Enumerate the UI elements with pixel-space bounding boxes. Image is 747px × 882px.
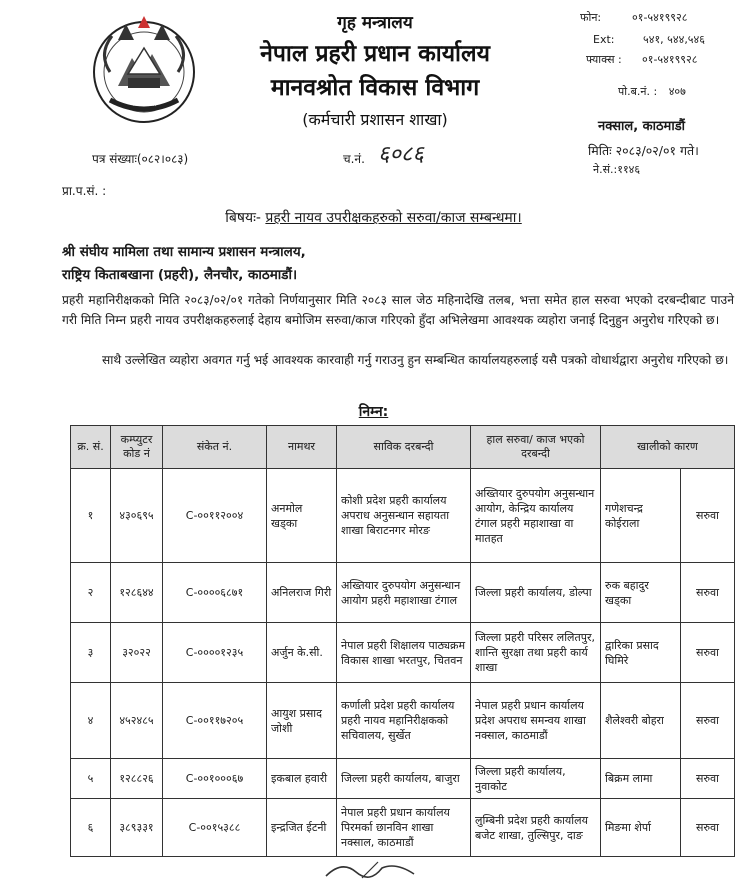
office-name: नेपाल प्रहरी प्रधान कार्यालय: [260, 41, 490, 67]
cell-sn: १: [71, 469, 111, 563]
cell-sn: २: [71, 563, 111, 623]
table-header-row: [71, 426, 735, 469]
cell-symbol: C-००००१२३५: [163, 623, 267, 683]
ext-line: [593, 32, 705, 47]
cell-previous: कोशी प्रदेश प्रहरी कार्यालय अपराध अनुसन्धान सहायता शाखा बिराटनगर मोरङ: [337, 469, 471, 563]
cell-name: अर्जुन के.सी.: [267, 623, 337, 683]
cell-current: नेपाल प्रहरी प्रधान कार्यालय प्रदेश अपराध समन्वय शाखा नक्साल, काठमाडौं: [471, 683, 601, 759]
department-name: मानवश्रोत विकास विभाग: [270, 75, 480, 101]
cell-name: अनमोल खड्का: [267, 469, 337, 563]
cell-previous: कर्णाली प्रदेश प्रहरी कार्यालय प्रहरी नायव महानिरीक्षकको सचिवालय, सुर्खेत: [337, 683, 471, 759]
cell-reason: सरुवा: [681, 759, 735, 799]
cell-symbol: C-००१५३८८: [163, 799, 267, 857]
cell-person: बिक्रम लामा: [601, 759, 681, 799]
cell-current: जिल्ला प्रहरी कार्यालय, नुवाकोट: [471, 759, 601, 799]
cell-reason: सरुवा: [681, 623, 735, 683]
cell-reason: सरुवा: [681, 799, 735, 857]
header-sn: क्र. सं.: [71, 426, 111, 469]
fax-value: ०१-५४१९९२८: [642, 53, 698, 66]
emblem-text: नेपाल सरकार: [131, 102, 157, 108]
addressee-line-2: राष्ट्रिय किताबखाना (प्रहरी), लैनचौर, काठमाडौं।: [62, 267, 298, 283]
letter-subject: [0, 208, 747, 227]
subject-text: प्रहरी नायव उपरीक्षकहरुको सरुवा/काज सम्बन्धमा।: [265, 210, 522, 226]
header-name: नामथर: [267, 426, 337, 469]
ministry-name: गृह मन्त्रालय: [337, 13, 413, 33]
cell-current: अख्तियार दुरुपयोग अनुसन्धान आयोग, केन्द्रिय कार्यालय टंगाल प्रहरी महाशाखा वा मातहत: [471, 469, 601, 563]
cell-symbol: C-००११७२०५: [163, 683, 267, 759]
body-paragraph-1: प्रहरी महानिरीक्षकको मिति २०८३/०२/०१ गतेको निर्णयानुसार मिति २०८३ साल जेठ महिनादेखि तलब, भत्ता समेत हाल सरुवा भएको दरबन्दीबाट पाउने गरी मिति निम्न प्रहरी नायव उपरीक्षकहरुलाई देहाय बमोजिम सरुवा/काज गरिएको हुँदा अभिलेखमा आवश्यक व्यहोरा जनाई दिनुहुन अनुरोध गरिएको छ।: [62, 293, 734, 327]
pobox-value: ४०७: [668, 85, 686, 98]
transfer-table: [70, 425, 735, 857]
fax-label: फ्याक्स :: [586, 53, 622, 66]
cell-sn: ४: [71, 683, 111, 759]
cell-reason: सरुवा: [681, 469, 735, 563]
subject-label: बिषयः-: [225, 210, 261, 226]
cell-code: ३८९३३१: [111, 799, 163, 857]
fax-line: [586, 52, 697, 67]
table-row: [71, 799, 735, 857]
ext-label: Ext:: [593, 33, 615, 46]
nepal-samvat-date: ने.सं.:११४६: [593, 163, 641, 176]
cell-reason: सरुवा: [681, 563, 735, 623]
dispatch-label: च.नं.: [343, 152, 365, 166]
table-row: [71, 623, 735, 683]
signature-mark: [322, 856, 422, 882]
cell-previous: जिल्ला प्रहरी कार्यालय, बाजुरा: [337, 759, 471, 799]
phone-line: [580, 10, 687, 25]
cell-symbol: C-००१०००६७: [163, 759, 267, 799]
cell-code: ३२०२२: [111, 623, 163, 683]
phone-value: ०१-५४१९९२८: [632, 11, 688, 24]
cell-sn: ५: [71, 759, 111, 799]
cell-name: इन्द्रजित ईटनी: [267, 799, 337, 857]
cell-person: शैलेश्वरी बोहरा: [601, 683, 681, 759]
cell-code: १२८८२६: [111, 759, 163, 799]
table-row: [71, 469, 735, 563]
cell-sn: ३: [71, 623, 111, 683]
cell-current: लुम्बिनी प्रदेश प्रहरी कार्यालय बजेट शाखा, तुल्सिपुर, दाङ: [471, 799, 601, 857]
cell-previous: नेपाल प्रहरी प्रधान कार्यालय पिरमर्का छानविन शाखा नक्साल, काठमाडौं: [337, 799, 471, 857]
government-emblem-icon: [88, 14, 200, 126]
cell-current: जिल्ला प्रहरी कार्यालय, डोल्पा: [471, 563, 601, 623]
cell-name: अनिलराज गिरी: [267, 563, 337, 623]
cell-code: १२८६४४: [111, 563, 163, 623]
cell-symbol: C-००११२००४: [163, 469, 267, 563]
cell-person: गणेशचन्द्र कोईराला: [601, 469, 681, 563]
cell-code: ४५२४८५: [111, 683, 163, 759]
letter-number: पत्र संख्याः(०८२।०८३): [92, 152, 189, 166]
cell-name: आयुश प्रसाद जोशी: [267, 683, 337, 759]
table-row: [71, 759, 735, 799]
cell-reason: सरुवा: [681, 683, 735, 759]
letter-date: मितिः २०८३/०२/०१ गते।: [588, 143, 699, 158]
cell-person: द्वारिका प्रसाद घिमिरे: [601, 623, 681, 683]
cell-previous: अख्तियार दुरुपयोग अनुसन्धान आयोग प्रहरी महाशाखा टंगाल: [337, 563, 471, 623]
office-location: नक्साल, काठमाडौं: [598, 119, 686, 134]
dispatch-number: ६०८६: [378, 142, 424, 167]
header-current: हाल सरुवा/ काज भएको दरबन्दी: [471, 426, 601, 469]
cell-previous: नेपाल प्रहरी शिक्षालय पाठ्यक्रम विकास शाखा भरतपुर, चितवन: [337, 623, 471, 683]
cell-sn: ६: [71, 799, 111, 857]
phone-label: फोन:: [580, 11, 602, 24]
table-row: [71, 683, 735, 759]
header-code: कम्प्युटर कोड नं: [111, 426, 163, 469]
cell-name: इकबाल हवारी: [267, 759, 337, 799]
ext-value: ५४१, ५४४,५४६: [643, 33, 705, 46]
cell-person: रुक बहादुर खड्का: [601, 563, 681, 623]
pra-pa-sa: प्रा.प.सं. :: [62, 184, 107, 198]
body-paragraph-2: साथै उल्लेखित व्यहोरा अवगत गर्नु भई आवश्यक कारवाही गर्नु गराउनु हुन सम्बन्धित कार्यालयहरुलाई यसै पत्रको वोधार्थद्वारा अनुरोध गरिएको छ।: [102, 353, 729, 367]
list-title: निम्न:: [358, 404, 389, 420]
header-vacancy: खालीको कारण: [601, 426, 735, 469]
cell-symbol: C-००००६८७१: [163, 563, 267, 623]
table-row: [71, 563, 735, 623]
pobox-label: पो.ब.नं. :: [618, 85, 658, 98]
cell-person: मिङमा शेर्पा: [601, 799, 681, 857]
pobox-line: [618, 84, 686, 99]
cell-code: ४३०६९५: [111, 469, 163, 563]
header-previous: साविक दरबन्दी: [337, 426, 471, 469]
header-symbol: संकेत नं.: [163, 426, 267, 469]
cell-current: जिल्ला प्रहरी परिसर ललितपुर, शान्ति सुरक्षा तथा प्रहरी कार्य शाखा: [471, 623, 601, 683]
branch-name: (कर्मचारी प्रशासन शाखा): [302, 110, 448, 129]
addressee-line-1: श्री संघीय मामिला तथा सामान्य प्रशासन मन्त्रालय,: [62, 244, 306, 260]
